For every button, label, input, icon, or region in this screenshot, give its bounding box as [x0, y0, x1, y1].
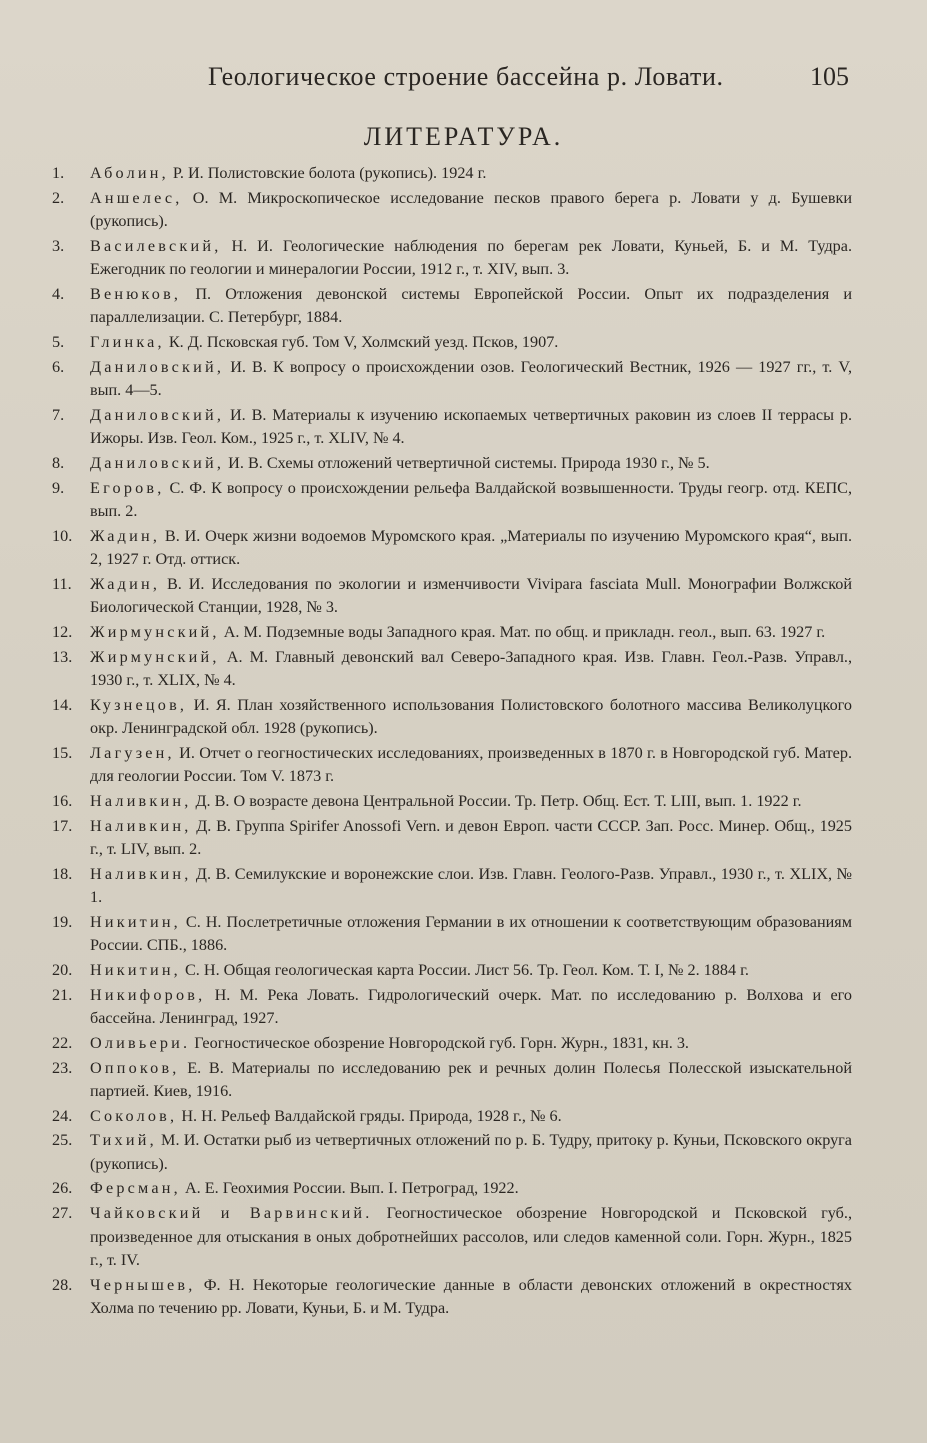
reference-author: Чернышев,: [90, 1275, 196, 1294]
reference-text: И. Я. План хозяйственного использования Полистовского болотного массива Великолуцкого окр. Ленинградской обл. 1928 (рукопись).: [90, 695, 852, 738]
reference-text: Ф. Н. Некоторые геологические данные в области девонских отложений в окрестностях Холма по течению рр. Ловати, Куньи, Б. и М. Тудра.: [90, 1275, 852, 1318]
reference-list: [52, 162, 852, 1322]
page-header: [0, 60, 927, 100]
reference-body: [90, 1057, 852, 1104]
reference-item: [52, 235, 852, 282]
reference-body: [90, 1177, 852, 1200]
reference-text: С. Ф. К вопросу о происхождении рельефа Валдайской возвышенности. Труды геогр. отд. КЕПС, вып. 2.: [90, 478, 852, 521]
section-title: ЛИТЕРАТУРА.: [363, 122, 564, 151]
reference-text: Д. В. О возрасте девона Центральной России. Тр. Петр. Общ. Ест. Т. LIII, вып. 1. 1922 г.: [191, 792, 802, 811]
reference-author: Аншелес,: [90, 188, 183, 207]
reference-body: [90, 1105, 852, 1128]
reference-author: Наливкин,: [90, 816, 192, 835]
reference-author: Ферсман,: [90, 1179, 181, 1198]
reference-number: 25.: [52, 1131, 73, 1150]
reference-number: 2.: [52, 188, 65, 207]
reference-author: Чайковский и Варвинский.: [90, 1204, 373, 1223]
reference-author: Даниловский,: [90, 405, 225, 424]
reference-author: Кузнецов,: [90, 695, 188, 714]
reference-body: [90, 477, 852, 524]
reference-author: Василевский,: [90, 236, 222, 255]
reference-item: [52, 959, 852, 982]
reference-body: [90, 959, 852, 982]
reference-author: Даниловский,: [90, 453, 225, 472]
running-title: Геологическое строение бассейна р. Ловати.: [208, 62, 724, 91]
reference-body: [90, 646, 852, 693]
reference-item: [52, 646, 852, 693]
reference-number: 26.: [52, 1179, 73, 1198]
reference-body: [90, 525, 852, 572]
reference-text: Д. В. Семилукские и воронежские слои. Изв. Главн. Геолого-Разв. Управл., 1930 г., т. XLIX, № 1.: [90, 864, 852, 907]
reference-body: [90, 331, 852, 354]
reference-author: Жирмунский,: [90, 647, 220, 666]
reference-body: [90, 911, 852, 958]
reference-item: [52, 477, 852, 524]
reference-author: Даниловский,: [90, 357, 225, 376]
reference-number: 12.: [52, 622, 73, 641]
reference-item: [52, 331, 852, 354]
reference-number: 17.: [52, 816, 73, 835]
reference-author: Никифоров,: [90, 985, 206, 1004]
reference-text: М. И. Остатки рыб из четвертичных отложений по р. Б. Тудру, притоку р. Куньи, Псковского округа (рукопись).: [90, 1131, 852, 1173]
reference-text: Р. И. Полистовские болота (рукопись). 1924 г.: [168, 164, 487, 182]
reference-author: Оливьери.: [90, 1033, 191, 1052]
reference-author: Тихий,: [90, 1131, 157, 1150]
reference-number: 9.: [52, 478, 65, 497]
reference-item: [52, 1129, 852, 1176]
reference-number: 15.: [52, 743, 73, 762]
reference-item: [52, 742, 852, 789]
reference-item: [52, 984, 852, 1031]
reference-body: [90, 235, 852, 282]
reference-number: 24.: [52, 1106, 73, 1125]
reference-text: В. И. Исследования по экологии и изменчивости Vivipara fasciata Mull. Монографии Волжской Биологической Станции, 1928, № 3.: [90, 574, 852, 617]
reference-author: Жадин,: [90, 574, 161, 593]
reference-item: [52, 790, 852, 813]
reference-author: Наливкин,: [90, 864, 192, 883]
reference-text: В. И. Очерк жизни водоемов Муромского края. „Материалы по изучению Муромского края“, вып. 2, 1927 г. Отд. оттиск.: [90, 526, 852, 569]
reference-text: И. В. К вопросу о происхождении озов. Геологический Вестник, 1926 — 1927 гг., т. V, вып. 4—5.: [90, 357, 852, 400]
reference-author: Глинка,: [90, 333, 165, 352]
reference-author: Соколов,: [90, 1106, 178, 1125]
reference-text: Н. М. Река Ловать. Гидрологический очерк. Мат. по исследованию р. Волхова и его бассейна. Ленинград, 1927.: [90, 985, 852, 1028]
reference-text: Е. В. Материалы по исследованию рек и речных долин Полесья Полесской изыскательной партией. Киев, 1916.: [90, 1058, 852, 1100]
reference-text: О. М. Микроскопическое исследование песков правого берега р. Ловати у д. Бушевки (рукопись).: [90, 188, 852, 231]
reference-number: 6.: [52, 357, 65, 376]
reference-number: 20.: [52, 961, 73, 980]
reference-text: Н. И. Геологические наблюдения по берегам рек Ловати, Куньей, Б. и М. Тудра. Ежегодник по геологии и минералогии России, 1912 г., т. XIV, вып. 3.: [90, 236, 852, 279]
reference-body: [90, 1274, 852, 1321]
reference-item: [52, 525, 852, 572]
reference-item: [52, 1105, 852, 1128]
reference-body: [90, 815, 852, 862]
reference-item: [52, 1177, 852, 1200]
reference-author: Егоров,: [90, 478, 165, 497]
reference-body: [90, 452, 852, 475]
reference-text: И. Отчет о геогностических исследованиях, произведенных в 1870 г. в Новгородской губ. Матер. для геологии России. Том V. 1873 г.: [90, 743, 852, 786]
reference-number: 14.: [52, 695, 73, 714]
reference-item: [52, 863, 852, 910]
reference-number: 11.: [52, 574, 72, 593]
reference-number: 28.: [52, 1275, 73, 1294]
reference-author: Никитин,: [90, 912, 181, 931]
reference-body: [90, 1032, 852, 1055]
reference-text: С. Н. Послетретичные отложения Германии в их отношении к соответствующим образованиям России. СПБ., 1886.: [90, 912, 852, 955]
reference-number: 21.: [52, 985, 73, 1004]
reference-text: И. В. Схемы отложений четвертичной системы. Природа 1930 г., № 5.: [224, 453, 710, 472]
reference-body: [90, 621, 852, 644]
reference-body: [90, 573, 852, 620]
reference-text: Геогностическое обозрение Новгородской и Псковской губ., произведенное для отыскания в оных добротнейших рассолов, или следов каменной соли. Горн. Журн., 1825 г., т. IV.: [90, 1204, 853, 1269]
reference-body: [90, 1202, 852, 1272]
reference-text: А. М. Подземные воды Западного края. Мат. по общ. и прикладн. геол., вып. 63. 1927 г.: [219, 622, 826, 641]
reference-number: 3.: [52, 236, 65, 255]
reference-text: Геогностическое обозрение Новгородской губ. Горн. Журн., 1831, кн. 3.: [190, 1033, 689, 1052]
reference-author: Аболин,: [90, 164, 169, 182]
reference-text: П. Отложения девонской системы Европейской России. Опыт их подразделения и параллелизации. С. Петербург, 1884.: [90, 284, 852, 327]
reference-number: 10.: [52, 526, 73, 545]
reference-body: [90, 1129, 852, 1176]
reference-text: Д. В. Группа Spirifer Anossofi Vern. и девон Европ. части СССР. Зап. Росс. Минер. Общ., 1925 г., т. LIV, вып. 2.: [90, 816, 852, 859]
reference-author: Оппоков,: [90, 1058, 180, 1077]
reference-text: А. М. Главный девонский вал Северо-Западного края. Изв. Главн. Геол.-Разв. Управл., 1930 г., т. XLIX, № 4.: [90, 647, 852, 690]
reference-body: [90, 863, 852, 910]
reference-item: [52, 911, 852, 958]
reference-author: Жирмунский,: [90, 622, 220, 641]
reference-body: [90, 694, 852, 741]
reference-item: [52, 1274, 852, 1321]
reference-body: [90, 187, 852, 234]
reference-body: [90, 404, 852, 451]
reference-body: [90, 790, 852, 813]
reference-number: 8.: [52, 453, 65, 472]
reference-body: [90, 356, 852, 403]
reference-item: [52, 1202, 852, 1272]
reference-text: А. Е. Геохимия России. Вып. I. Петроград, 1922.: [180, 1179, 519, 1198]
reference-number: 13.: [52, 647, 73, 666]
reference-number: 4.: [52, 284, 65, 303]
reference-number: 27.: [52, 1204, 73, 1223]
reference-item: [52, 1032, 852, 1055]
reference-number: 1.: [52, 164, 65, 182]
reference-item: [52, 283, 852, 330]
reference-author: Никитин,: [90, 961, 181, 980]
reference-number: 22.: [52, 1033, 73, 1052]
reference-number: 16.: [52, 792, 73, 811]
reference-text: Н. Н. Рельеф Валдайской гряды. Природа, 1928 г., № 6.: [177, 1106, 562, 1125]
reference-item: [52, 404, 852, 451]
reference-author: Жадин,: [90, 526, 161, 545]
reference-text: С. Н. Общая геологическая карта России. Лист 56. Тр. Геол. Ком. Т. I, № 2. 1884 г.: [180, 961, 749, 980]
reference-number: 5.: [52, 333, 65, 352]
reference-number: 7.: [52, 405, 65, 424]
reference-item: [52, 621, 852, 644]
reference-item: [52, 573, 852, 620]
reference-author: Наливкин,: [90, 792, 192, 811]
reference-item: [52, 356, 852, 403]
page-number: 105: [810, 62, 849, 91]
reference-body: [90, 742, 852, 789]
reference-body: [90, 984, 852, 1031]
reference-author: Лагузен,: [90, 743, 175, 762]
reference-number: 18.: [52, 864, 73, 883]
reference-item: [52, 162, 852, 185]
reference-author: Венюков,: [90, 284, 182, 303]
reference-item: [52, 452, 852, 475]
reference-item: [52, 815, 852, 862]
reference-number: 19.: [52, 912, 73, 931]
reference-item: [52, 187, 852, 234]
reference-text: И. В. Материалы к изучению ископаемых четвертичных раковин из слоев II террасы р. Ижоры. Изв. Геол. Ком., 1925 г., т. XLIV, № 4.: [90, 405, 852, 448]
reference-item: [52, 1057, 852, 1104]
reference-body: [90, 162, 852, 185]
reference-item: [52, 694, 852, 741]
reference-text: К. Д. Псковская губ. Том V, Холмский уезд. Псков, 1907.: [164, 333, 559, 352]
reference-body: [90, 283, 852, 330]
reference-number: 23.: [52, 1058, 73, 1077]
